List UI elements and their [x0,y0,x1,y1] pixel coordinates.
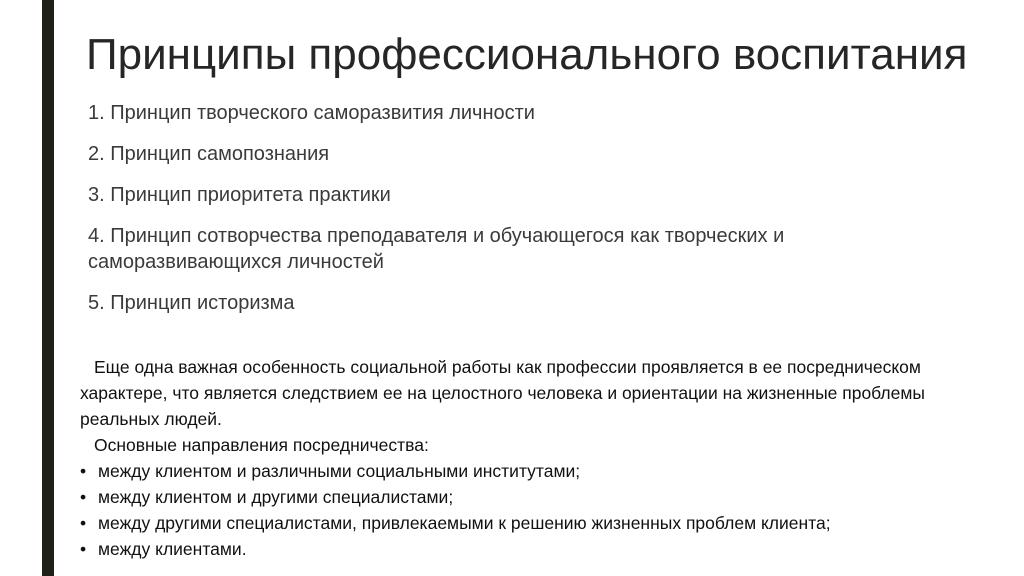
body-text-block [80,354,1000,562]
principle-item: 2. Принцип самопознания [88,143,330,165]
direction-text: между другими специалистами, привлекаемыми к решению жизненных проблем клиента; [98,513,831,533]
direction-item [80,510,1000,536]
principle-item: 3. Принцип приоритета практики [88,184,391,206]
direction-item [80,484,1000,510]
principle-item: 1. Принцип творческого саморазвития личности [88,102,535,124]
direction-item [80,458,1000,484]
direction-item [80,536,1000,562]
slide-accent-bar [42,0,54,576]
direction-text: между клиентом и другими специалистами; [98,487,454,507]
principles-list [88,100,968,331]
direction-text: между клиентами. [98,539,247,559]
directions-heading: Основные направления посредничества: [94,435,429,455]
principle-item: 4. Принцип сотворчества преподавателя и обучающегося как творческих и саморазвивающихся личностей [88,225,785,273]
bullet-icon: • [80,539,87,559]
principle-item: 5. Принцип историзма [88,292,295,314]
slide-title: Принципы профессионального воспитания [86,30,968,79]
direction-text: между клиентом и различными социальными институтами; [98,461,581,481]
directions-list [80,458,1000,562]
bullet-icon: • [80,513,87,533]
bullet-icon: • [80,487,87,507]
mediation-paragraph: Еще одна важная особенность социальной работы как профессии проявляется в ее посредническом характере, что является следствием ее на целостного человека и ориентации на жизненные проблемы реальных людей. [80,357,925,429]
bullet-icon: • [80,461,87,481]
